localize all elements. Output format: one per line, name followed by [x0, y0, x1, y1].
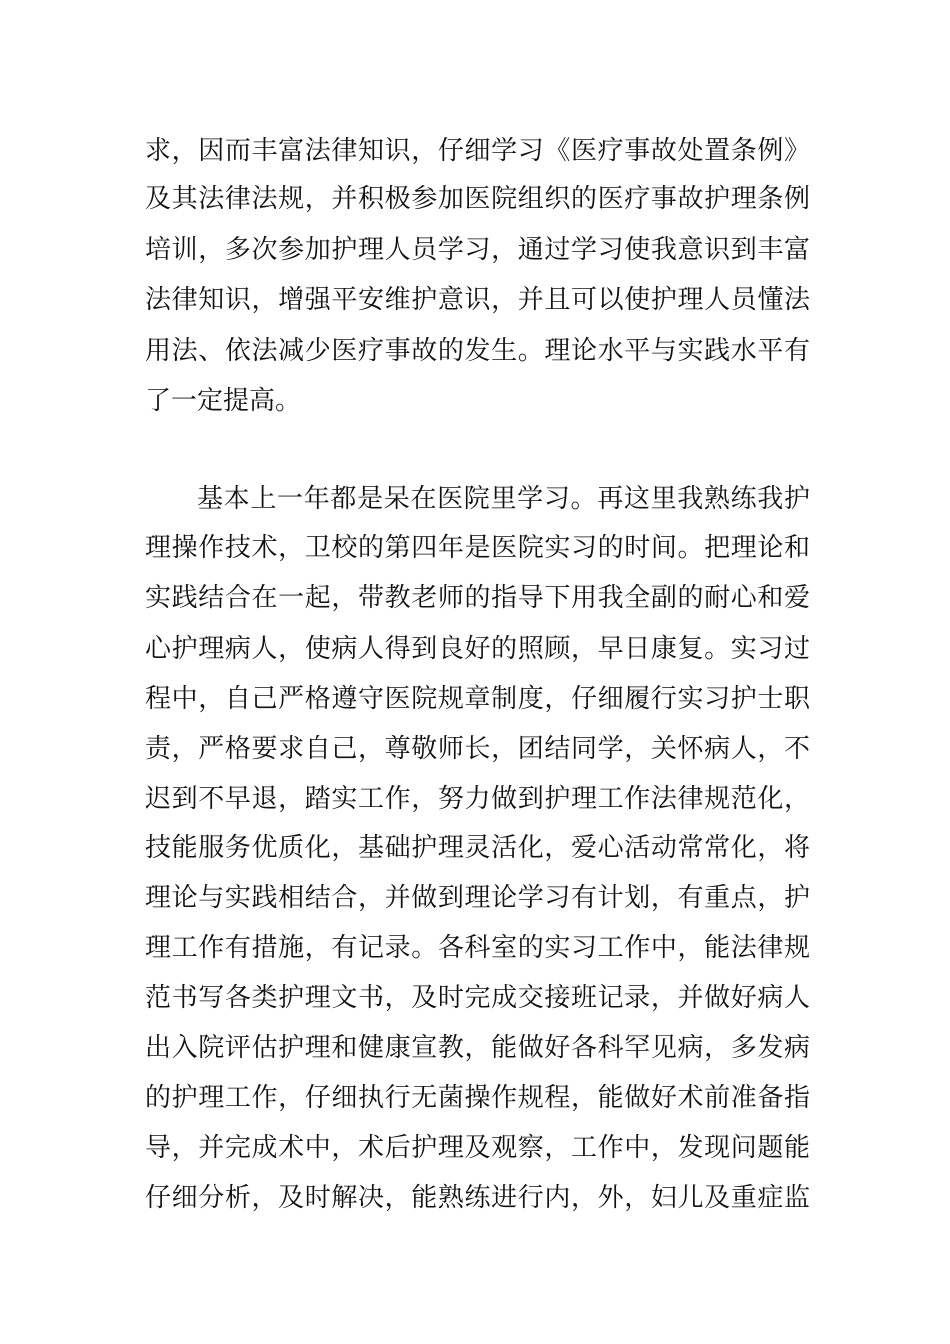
paragraph-1-line-5: 用法、依法减少医疗事故的发生。理论水平与实践水平有	[145, 336, 810, 366]
paragraph-2-line-15: 仔细分析，及时解决，能熟练进行内，外，妇儿及重症监	[145, 1183, 810, 1213]
paragraph-1-line-6: 了一定提高。	[145, 386, 302, 416]
paragraph-2-line-11: 范书写各类护理文书，及时完成交接班记录，并做好病人	[145, 983, 810, 1013]
paragraph-2-line-12: 出入院评估护理和健康宣教，能做好各科罕见病，多发病	[145, 1033, 810, 1063]
paragraph-1-line-4: 法律知识，增强平安维护意识，并且可以使护理人员懂法	[145, 285, 810, 315]
paragraph-2-line-7: 迟到不早退，踏实工作，努力做到护理工作法律规范化，	[145, 784, 810, 814]
paragraph-1-line-3: 培训，多次参加护理人员学习，通过学习使我意识到丰富	[145, 235, 810, 265]
paragraph-2-line-3: 实践结合在一起，带教老师的指导下用我全副的耐心和爱	[145, 583, 810, 613]
paragraph-2-line-1: 基本上一年都是呆在医院里学习。再这里我熟练我护	[197, 484, 810, 514]
paragraph-2-line-5: 程中，自己严格遵守医院规章制度，仔细履行实习护士职	[145, 684, 810, 714]
paragraph-2-line-2: 理操作技术，卫校的第四年是医院实习的时间。把理论和	[145, 533, 810, 563]
paragraph-2-line-14: 导，并完成术中，术后护理及观察，工作中，发现问题能	[145, 1133, 810, 1163]
paragraph-1-line-2: 及其法律法规，并积极参加医院组织的医疗事故护理条例	[145, 184, 810, 214]
paragraph-2-line-13: 的护理工作，仔细执行无菌操作规程，能做好术前准备指	[145, 1083, 810, 1113]
paragraph-1-line-1: 求，因而丰富法律知识，仔细学习《医疗事故处置条例》	[145, 136, 810, 166]
paragraph-2-line-8: 技能服务优质化，基础护理灵活化，爱心活动常常化，将	[145, 833, 810, 863]
paragraph-2-line-6: 责，严格要求自己，尊敬师长，团结同学，关怀病人，不	[145, 734, 810, 764]
paragraph-2-line-9: 理论与实践相结合，并做到理论学习有计划，有重点，护	[145, 883, 810, 913]
paragraph-2-line-4: 心护理病人，使病人得到良好的照顾，早日康复。实习过	[145, 634, 810, 664]
paragraph-2-line-10: 理工作有措施，有记录。各科室的实习工作中，能法律规	[145, 933, 810, 963]
